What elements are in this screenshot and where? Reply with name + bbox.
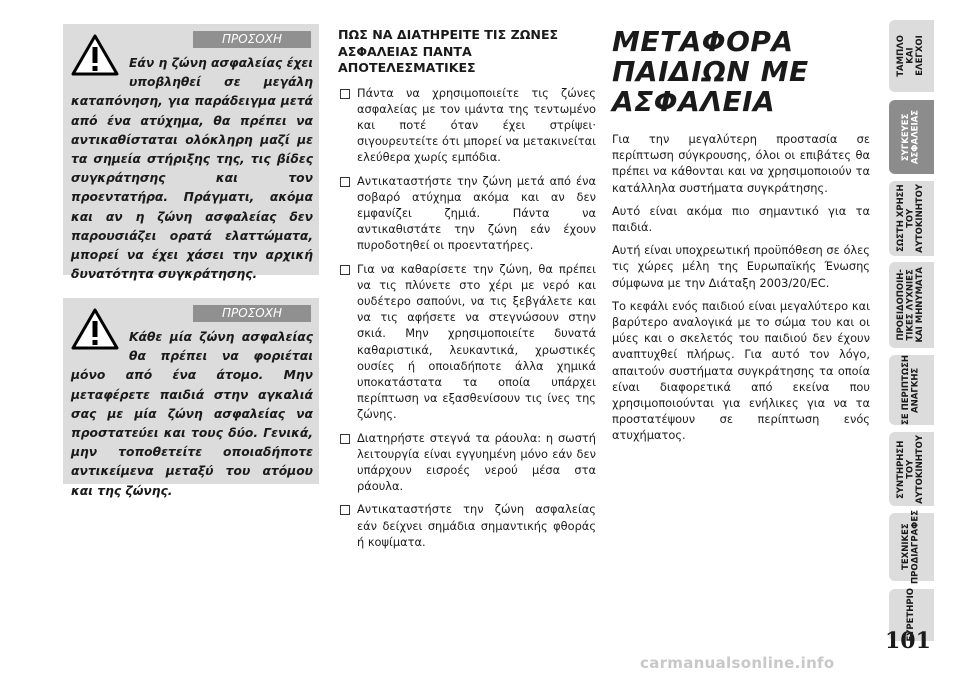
tab-index[interactable]: ΕΥΡΕΤΗΡΙΟ (889, 589, 934, 641)
bullet-item: Για να καθαρίσετε την ζώνη, θα πρέπει να τις πλύνετε στο χέρι με νερό και ουδέτερο σαπούνι, να τις ξεβγάλετε και να τις αφήσετε να στεγνώσουν στην σκιά. Μην χρησιμοποιείτε δυνατά καθαριστικά, λευκαντικά, χρωστικές ουσίες ή οποιαδήποτε άλλα χημικά υποκατάστατα τα οποία υπάρχει περίπτωση να εξασθενίσουν τις ίνες της ζώνης. (338, 261, 596, 423)
bullet-item: Αντικαταστήστε την ζώνη μετά από ένα σοβαρό ατύχημα ακόμα και αν δεν εμφανίζει ζημιά. Πάντα να αντικαθιστάτε την ζώνη εάν έχουν πυροδοτηθεί οι προεντατήρες. (338, 173, 596, 254)
tab-emergency[interactable]: ΣΕ ΠΕΡΙΠΤΩΣΗ ΑΝΑΓΚΗΣ (889, 355, 934, 425)
tab-warning-lights[interactable]: ΠΡΟΕΙΔΟΠΟΙΗ- ΤΙΚΕΣ ΛΥΧΝΙΕΣ ΚΑΙ ΜΗΝΥΜΑΤΑ (889, 262, 934, 348)
maintenance-section (338, 27, 596, 557)
child-safety-section (612, 27, 870, 451)
checkbox-bullet-icon (340, 265, 350, 275)
paragraph: Για την μεγαλύτερη προστασία σε περίπτωση σύγκρουσης, όλοι οι επιβάτες θα πρέπει να κάθονται και να χρησιμοποιούν τα κατάλληλα συστήματα συγκράτησης. (612, 132, 870, 195)
checkbox-bullet-icon (340, 89, 350, 99)
warning-heading: ΠΡΟΣΟΧΗ (193, 305, 311, 322)
watermark: carmanualsonline.info (640, 654, 835, 672)
tab-maintenance[interactable]: ΣΥΝΤΗΡΗΣΗ ΤΟΥ ΑΥΤΟΚΙΝΗΤΟΥ (889, 432, 934, 506)
paragraph: Αυτό είναι ακόμα πιο σημαντικό για τα παιδιά. (612, 203, 870, 235)
warning-box-1 (63, 24, 319, 282)
bullet-item: Αντικαταστήστε την ζώνη ασφαλείας εάν δείχνει σημάδια σημαντικής φθοράς ή κοψίματα. (338, 501, 596, 550)
checkbox-bullet-icon (340, 177, 350, 187)
paragraph: Το κεφάλι ενός παιδιού είναι μεγαλύτερο και βαρύτερο αναλογικά με το σώμα του και οι μύες και ο σκελετός του παιδιού δεν έχουν αναπτυχθεί πλήρως. Για αυτό τον λόγο, απαιτούν συστήματα συγκράτησης τα οποία είναι διαφορετικά από εκείνα που χρησιμοποιούνται για ενήλικες για να τα προστατέψουν σε περίπτωση ενός ατυχήματος. (612, 298, 870, 443)
bullet-item: Διατηρήστε στεγνά τα ράουλα: η σωστή λειτουργία είναι εγγυημένη μόνο εάν δεν υπάρχουν εισροές νερού μέσα στα ράουλα. (338, 430, 596, 495)
warning-heading: ΠΡΟΣΟΧΗ (193, 31, 311, 48)
checkbox-bullet-icon (340, 505, 350, 515)
warning-text: Κάθε μία ζώνη ασφαλείας θα πρέπει να φοριέται μόνο από ένα άτομο. Μην μεταφέρετε παιδιά στην αγκαλιά σας με μία ζώνη ασφαλείας να προστατεύει και τους δύο. Γενικά, μην τοποθετείτε οποιαδήποτε αντικείμενα μεταξύ του ατόμου και της ζώνης. (71, 330, 313, 498)
checkbox-bullet-icon (340, 434, 350, 444)
page-number: 101 (885, 628, 931, 654)
tab-specifications[interactable]: ΤΕΧΝΙΚΕΣ ΠΡΟΔΙΑΓΡΑΦΕΣ (889, 513, 934, 581)
warning-box-2 (63, 298, 319, 498)
page-title: ΜΕΤΑΦΟΡΑ ΠΑΙΔΙΩΝ ΜΕ ΑΣΦΑΛΕΙΑ (612, 25, 809, 118)
warning-text: Εάν η ζώνη ασφαλείας έχει υποβληθεί σε μεγάλη καταπόνηση, για παράδειγμα μετά από ένα ατύχημα, θα πρέπει να αντικαθίσταται ολόκληρη μαζί με τα σημεία στήριξης της, τις βίδες συγκράτησης και τον προεντατήρα. Πράγματι, ακόμα και αν η ζώνη ασφαλείας δεν παρουσιάζει ορατά ελαττώματα, μπορεί να έχει χάσει την αρχική δυνατότητα συγκράτησης. (71, 56, 313, 282)
tab-dashboard[interactable]: ΤΑΜΠΛΟ ΚΑΙ ΕΛΕΓΧΟΙ (889, 20, 934, 92)
section-heading: ΠΩΣ ΝΑ ΔΙΑΤΗΡΕΙΤΕ ΤΙΣ ΖΩΝΕΣ ΑΣΦΑΛΕΙΑΣ ΠΑΝΤΑ ΑΠΟΤΕΛΕΣΜΑΤΙΚΕΣ (338, 27, 559, 75)
paragraph: Αυτή είναι υποχρεωτική προϋπόθεση σε όλες τις χώρες μέλη της Ευρωπαϊκής Ένωσης σύμφωνα με την Διάταξη 2003/20/ΕC. (612, 243, 870, 290)
tab-correct-use[interactable]: ΣΩΣΤΗ ΧΡΗΣΗ ΤΟΥ ΑΥΤΟΚΙΝΗΤΟΥ (889, 181, 934, 256)
bullet-item: Πάντα να χρησιμοποιείτε τις ζώνες ασφαλείας με τον ιμάντα της τεντωμένο και ποτέ όταν έχει στρίψει· σιγουρευτείτε ότι μπορεί να μετακινείται ελεύθερα χωρίς εμπόδια. (338, 85, 596, 166)
tab-safety[interactable]: ΣΥΓΚΕΥΕΣ ΑΣΦΑΛΕΙΑΣ (889, 100, 934, 174)
